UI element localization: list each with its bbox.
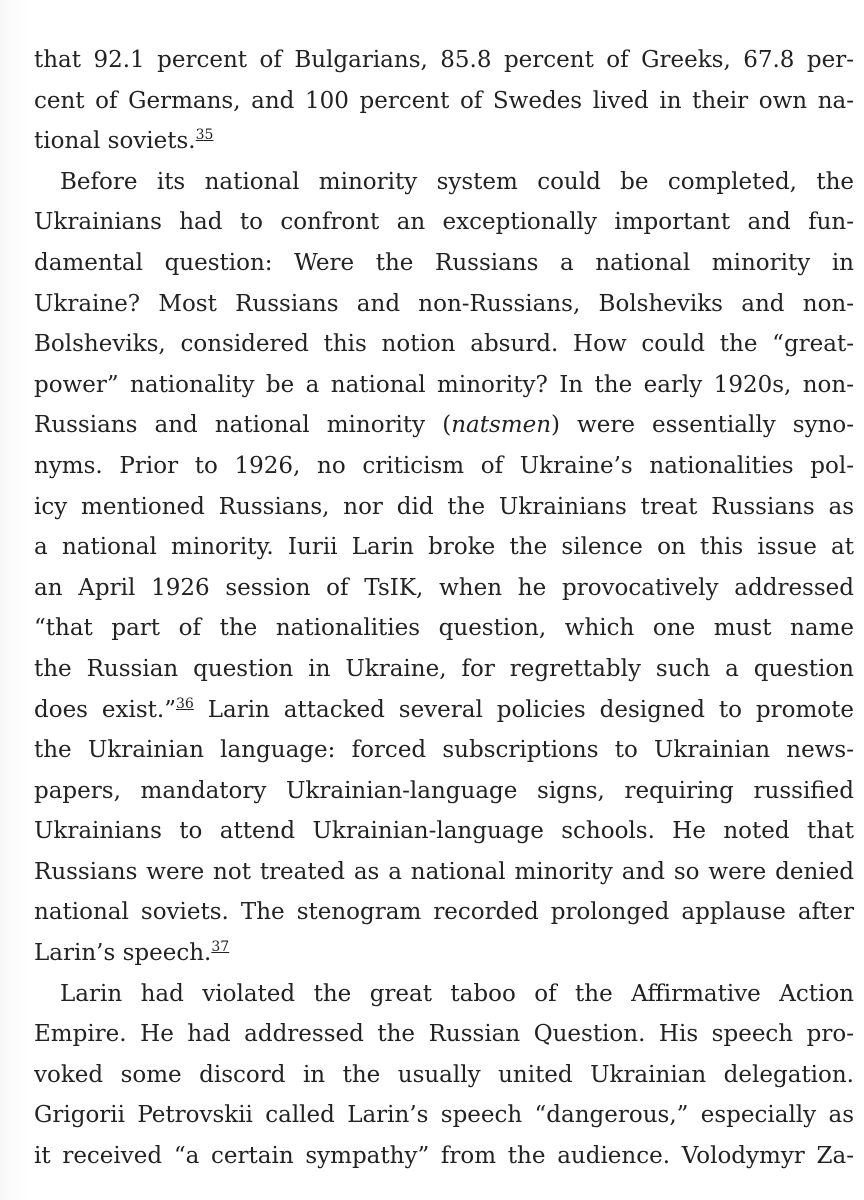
paragraph (34, 40, 854, 162)
line-text: cent of Germans, and 100 percent of Swedes lived in their own na- (34, 87, 854, 114)
text-line (34, 243, 854, 284)
footnote-ref-link[interactable]: 35 (195, 127, 214, 144)
line-text-continued: Larin attacked several policies designed to promote (193, 696, 854, 723)
line-text: Larin had violated the great taboo of the Affirmative Action (60, 980, 854, 1007)
line-text: Bolsheviks, considered this notion absurd. How could the “great- (34, 331, 854, 358)
line-text: Ukrainians had to confront an exceptionally important and fun- (34, 209, 854, 236)
text-line (34, 365, 854, 406)
line-text: the Ukrainian language: forced subscriptions to Ukrainian news- (34, 737, 854, 764)
text-line (34, 324, 854, 365)
text-line (34, 202, 854, 243)
text-line (34, 1095, 854, 1136)
line-text: Ukrainians to attend Ukrainian-language schools. He noted that (34, 818, 854, 845)
text-line (34, 1055, 854, 1096)
line-text: nyms. Prior to 1926, no criticism of Ukraine’s nationalities pol- (34, 452, 854, 479)
text-line (34, 1014, 854, 1055)
line-text: an April 1926 session of TsIK, when he provocatively addressed (34, 574, 854, 601)
paragraph (34, 974, 854, 1177)
line-text: does exist.” (34, 696, 176, 723)
text-line (34, 162, 854, 203)
text-line (34, 568, 854, 609)
text-line (34, 81, 854, 122)
line-text: national soviets. The stenogram recorded prolonged applause after (34, 899, 854, 926)
text-line (34, 527, 854, 568)
text-line (34, 933, 854, 974)
footnote-ref-link[interactable]: 37 (211, 939, 230, 956)
line-text: papers, mandatory Ukrainian-language signs, requiring russified (34, 777, 854, 804)
text-line (34, 974, 854, 1015)
line-text: power” nationality be a national minority? In the early 1920s, non- (34, 371, 854, 398)
text-line (34, 892, 854, 933)
text-line (34, 405, 854, 446)
text-line (34, 284, 854, 325)
footnote-ref-link[interactable]: 36 (175, 695, 194, 712)
text-line (34, 690, 854, 731)
text-line (34, 121, 854, 162)
line-text: damental question: Were the Russians a national minority in (34, 249, 854, 276)
text-line (34, 852, 854, 893)
text-line (34, 40, 854, 81)
line-text: Russians were not treated as a national minority and so were denied (34, 858, 854, 885)
line-text: tional soviets. (34, 128, 196, 155)
text-line (34, 771, 854, 812)
line-text: Larin’s speech. (34, 940, 212, 967)
text-line (34, 446, 854, 487)
text-line (34, 608, 854, 649)
body-text (34, 40, 854, 1177)
text-line (34, 649, 854, 690)
line-text: “that part of the nationalities question, which one must name (34, 615, 854, 642)
line-text: voked some discord in the usually united Ukrainian delegation. (34, 1061, 854, 1088)
line-text: Russians and national minority ( (34, 412, 452, 439)
line-text: Empire. He had addressed the Russian Question. His speech pro- (34, 1021, 854, 1048)
text-line (34, 730, 854, 771)
line-text: Before its national minority system could be completed, the (60, 168, 854, 195)
line-text-continued: ) were essentially syno- (551, 412, 854, 439)
line-text: it received “a certain sympathy” from the audience. Volodymyr Za- (34, 1143, 854, 1170)
text-line (34, 487, 854, 528)
line-text: a national minority. Iurii Larin broke the silence on this issue at (34, 534, 854, 561)
text-line (34, 1136, 854, 1177)
line-text: Grigorii Petrovskii called Larin’s speech “dangerous,” especially as (34, 1102, 854, 1129)
text-line (34, 811, 854, 852)
line-text: that 92.1 percent of Bulgarians, 85.8 percent of Greeks, 67.8 per- (34, 47, 854, 73)
line-text: the Russian question in Ukraine, for regrettably such a question (34, 655, 854, 682)
paragraph (34, 162, 854, 974)
line-text: icy mentioned Russians, nor did the Ukrainians treat Russians as (34, 493, 854, 520)
italic-term: natsmen (451, 412, 552, 439)
line-text: Ukraine? Most Russians and non-Russians, Bolsheviks and non- (34, 290, 854, 317)
